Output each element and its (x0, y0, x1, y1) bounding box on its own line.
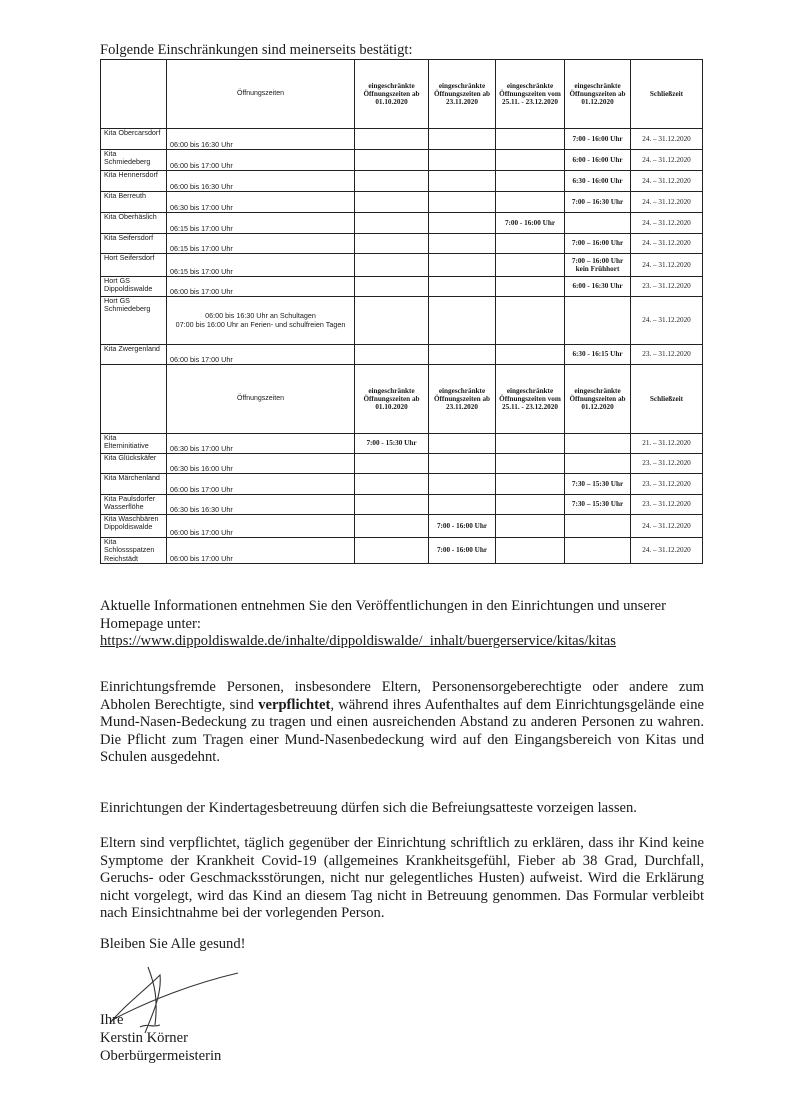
signatory-title: Oberbürgermeisterin (100, 1048, 222, 1064)
closing-period-cell: 23. – 31.12.2020 (631, 454, 703, 474)
opening-hours-cell: 06:30 bis 17:00 Uhr (167, 192, 355, 213)
closing-ihre: Ihre (100, 1012, 124, 1028)
homepage-link[interactable]: https://www.dippoldiswalde.de/inhalte/dippoldiswalde/_inhalt/buergerservice/kitas/kitas (100, 633, 616, 649)
restricted-hours-cell (355, 171, 429, 192)
opening-hours-cell: 06:00 bis 17:00 Uhr (167, 277, 355, 297)
restricted-hours-cell: 7:30 – 15:30 Uhr (565, 495, 631, 515)
restricted-hours-cell (355, 345, 429, 365)
table-row (101, 297, 703, 345)
restricted-hours-cell (429, 434, 496, 454)
opening-hours-table (100, 59, 703, 564)
restricted-hours-cell (565, 297, 631, 345)
restricted-hours-cell (429, 345, 496, 365)
opening-hours-cell: 06:30 bis 17:00 Uhr (167, 434, 355, 454)
header-cell: Öffnungszeiten (167, 60, 355, 129)
restricted-hours-cell (355, 129, 429, 150)
closing-period-cell: 24. – 31.12.2020 (631, 234, 703, 254)
header-blank-cell (101, 365, 167, 434)
restricted-hours-cell (496, 495, 565, 515)
header-cell: eingeschränkte Öffnungszeiten vom 25.11. - 23.12.2020 (496, 365, 565, 434)
restricted-hours-cell (496, 171, 565, 192)
opening-hours-cell: 06:00 bis 17:00 Uhr (167, 515, 355, 538)
restricted-hours-cell (429, 297, 496, 345)
restricted-hours-cell (429, 150, 496, 171)
restricted-hours-cell (355, 254, 429, 277)
facility-name-cell: Kita Seifersdorf (101, 234, 167, 254)
table-row (101, 234, 703, 254)
restricted-hours-cell: 7:00 - 16:00 Uhr (429, 515, 496, 538)
restricted-hours-cell (496, 434, 565, 454)
restricted-hours-cell (429, 171, 496, 192)
table-row (101, 129, 703, 150)
restricted-hours-cell (429, 454, 496, 474)
table-row (101, 434, 703, 454)
closing-period-cell: 24. – 31.12.2020 (631, 129, 703, 150)
restricted-hours-cell (496, 129, 565, 150)
signatory-name: Kerstin Körner (100, 1030, 188, 1046)
table-row (101, 515, 703, 538)
table-header-row (101, 365, 703, 434)
restricted-hours-cell (496, 254, 565, 277)
facility-name-cell: Kita Märchenland (101, 474, 167, 495)
opening-hours-cell: 06:00 bis 17:00 Uhr (167, 345, 355, 365)
restricted-hours-cell (565, 454, 631, 474)
table-header-row (101, 60, 703, 129)
restricted-hours-cell (429, 213, 496, 234)
restricted-hours-cell: 6:00 - 16:30 Uhr (565, 277, 631, 297)
facility-name-cell: Kita Waschbären Dippoldiswalde (101, 515, 167, 538)
closing-period-cell: 24. – 31.12.2020 (631, 515, 703, 538)
restricted-hours-cell (496, 277, 565, 297)
restricted-hours-cell: 7:00 – 16:00 Uhr (565, 234, 631, 254)
restricted-hours-cell (355, 538, 429, 564)
restricted-hours-cell (355, 515, 429, 538)
restricted-hours-cell (496, 150, 565, 171)
facility-name-cell: Hort Seifersdorf (101, 254, 167, 277)
mask-text-after: , während ihres Aufenthaltes auf dem Einrichtungsgelände eine Mund-Nasen-Bedeckung zu tragen und einen ausreichenden Abstand zu anderen Personen zu wahren. Die Pflicht zum Tragen einer Mund-Nasenbedeckung wird auf den Eingangsbereich von Kitas und Schulen ausgedehnt. (100, 696, 704, 765)
heading: Folgende Einschränkungen sind meinerseits bestätigt: (100, 42, 413, 58)
facility-name-cell: Hort GS Schmiedeberg (101, 297, 167, 345)
table-row (101, 254, 703, 277)
restricted-hours-cell: 7:00 - 16:00 Uhr (565, 129, 631, 150)
closing-period-cell: 24. – 31.12.2020 (631, 192, 703, 213)
table-row (101, 213, 703, 234)
opening-hours-cell: 06:15 bis 17:00 Uhr (167, 213, 355, 234)
table-row (101, 474, 703, 495)
opening-hours-cell: 06:00 bis 17:00 Uhr (167, 538, 355, 564)
restricted-hours-cell (429, 495, 496, 515)
opening-hours-cell: 06:00 bis 16:30 Uhr (167, 129, 355, 150)
header-cell: eingeschränkte Öffnungszeiten vom 25.11. - 23.12.2020 (496, 60, 565, 129)
closing-period-cell: 24. – 31.12.2020 (631, 171, 703, 192)
facility-name-cell: Kita Glückskäfer (101, 454, 167, 474)
facility-name-cell: Kita Obercarsdorf (101, 129, 167, 150)
header-cell: Schließzeit (631, 365, 703, 434)
table-row (101, 454, 703, 474)
closing-period-cell: 21. – 31.12.2020 (631, 434, 703, 454)
header-cell: eingeschränkte Öffnungszeiten ab 23.11.2020 (429, 365, 496, 434)
table-row (101, 538, 703, 564)
header-cell: eingeschränkte Öffnungszeiten ab 01.10.2020 (355, 60, 429, 129)
restricted-hours-cell (496, 192, 565, 213)
restricted-hours-cell (565, 538, 631, 564)
restricted-hours-cell (429, 474, 496, 495)
restricted-hours-cell (565, 434, 631, 454)
restricted-hours-cell (565, 515, 631, 538)
restricted-hours-cell (355, 297, 429, 345)
mask-text-before: Einrichtungsfremde Personen, insbesondere Eltern, Personensorgeberechtigte oder andere zum Abholen Berechtigte, sind (100, 679, 704, 713)
closing-period-cell: 24. – 31.12.2020 (631, 538, 703, 564)
opening-hours-cell: 06:15 bis 17:00 Uhr (167, 254, 355, 277)
opening-hours-cell: 06:00 bis 17:00 Uhr (167, 474, 355, 495)
info-paragraph (100, 598, 704, 651)
closing-period-cell: 23. – 31.12.2020 (631, 474, 703, 495)
closing-period-cell: 23. – 31.12.2020 (631, 277, 703, 297)
restricted-hours-cell: 7:00 - 16:00 Uhr (496, 213, 565, 234)
restricted-hours-cell: 7:00 – 16:00 Uhr kein Frühhort (565, 254, 631, 277)
restricted-hours-cell: 7:30 – 15:30 Uhr (565, 474, 631, 495)
restricted-hours-cell: 6:30 - 16:00 Uhr (565, 171, 631, 192)
symptoms-paragraph: Eltern sind verpflichtet, täglich gegenüber der Einrichtung schriftlich zu erklären, dass ihr Kind keine Symptome der Krankheit Covid-19 (allgemeines Krankheitsgefühl, Fieber ab 38 Grad, Durchfall, Geruchs- oder Geschmacksstörungen, nicht nur gelegentliches Husten) aufweist. Wird die Erklärung nicht vorgelegt, wird das Kind an diesem Tag nicht in Betreuung genommen. Das Formular verbleibt nach Einsichtnahme bei der vorlegenden Person. (100, 835, 704, 921)
table-row (101, 345, 703, 365)
opening-hours-cell: 06:00 bis 16:30 Uhr an Schultagen 07:00 bis 16:00 Uhr an Ferien- und schulfreien Tagen (167, 297, 355, 345)
info-text: Aktuelle Informationen entnehmen Sie den Veröffentlichungen in den Einrichtungen und unserer Homepage unter: (100, 598, 667, 632)
table-row (101, 495, 703, 515)
table-row (101, 171, 703, 192)
header-cell: eingeschränkte Öffnungszeiten ab 23.11.2020 (429, 60, 496, 129)
restricted-hours-cell: 6:30 - 16:15 Uhr (565, 345, 631, 365)
restricted-hours-cell: 7:00 - 15:30 Uhr (355, 434, 429, 454)
restricted-hours-cell (429, 254, 496, 277)
restricted-hours-cell (496, 474, 565, 495)
restricted-hours-cell (496, 234, 565, 254)
restricted-hours-cell (355, 213, 429, 234)
header-cell: eingeschränkte Öffnungszeiten ab 01.12.2020 (565, 365, 631, 434)
restricted-hours-cell (496, 538, 565, 564)
restricted-hours-cell (355, 277, 429, 297)
closing-period-cell: 23. – 31.12.2020 (631, 495, 703, 515)
header-blank-cell (101, 60, 167, 129)
restricted-hours-cell (429, 234, 496, 254)
restricted-hours-cell (496, 454, 565, 474)
facility-name-cell: Kita Berreuth (101, 192, 167, 213)
header-cell: eingeschränkte Öffnungszeiten ab 01.12.2020 (565, 60, 631, 129)
opening-hours-cell: 06:15 bis 17:00 Uhr (167, 234, 355, 254)
facility-name-cell: Kita Elterninitiative (101, 434, 167, 454)
facility-name-cell: Kita Schmiedeberg (101, 150, 167, 171)
table-row (101, 192, 703, 213)
facility-name-cell: Kita Paulsdorfer Wasserflöhe (101, 495, 167, 515)
facility-name-cell: Kita Oberhäslich (101, 213, 167, 234)
certificate-paragraph: Einrichtungen der Kindertagesbetreuung dürfen sich die Befreiungsatteste vorzeigen lassen. (100, 800, 637, 816)
restricted-hours-cell (355, 150, 429, 171)
facility-name-cell: Kita Zwergenland (101, 345, 167, 365)
opening-hours-cell: 06:00 bis 16:30 Uhr (167, 171, 355, 192)
opening-hours-cell: 06:30 bis 16:00 Uhr (167, 454, 355, 474)
closing-period-cell: 24. – 31.12.2020 (631, 254, 703, 277)
restricted-hours-cell: 7:00 – 16:30 Uhr (565, 192, 631, 213)
facility-name-cell: Kita Hennersdorf (101, 171, 167, 192)
closing-period-cell: 24. – 31.12.2020 (631, 213, 703, 234)
closing-period-cell: 24. – 31.12.2020 (631, 297, 703, 345)
restricted-hours-cell (496, 345, 565, 365)
restricted-hours-cell: 7:00 - 16:00 Uhr (429, 538, 496, 564)
closing-period-cell: 24. – 31.12.2020 (631, 150, 703, 171)
restricted-hours-cell (355, 454, 429, 474)
facility-name-cell: Kita Schlossspatzen Reichstädt (101, 538, 167, 564)
opening-hours-cell: 06:00 bis 17:00 Uhr (167, 150, 355, 171)
closing-period-cell: 23. – 31.12.2020 (631, 345, 703, 365)
greeting: Bleiben Sie Alle gesund! (100, 936, 246, 952)
restricted-hours-cell (496, 515, 565, 538)
restricted-hours-cell (355, 495, 429, 515)
restricted-hours-cell (355, 474, 429, 495)
header-cell: eingeschränkte Öffnungszeiten ab 01.10.2020 (355, 365, 429, 434)
header-cell: Öffnungszeiten (167, 365, 355, 434)
restricted-hours-cell (355, 192, 429, 213)
restricted-hours-cell (429, 192, 496, 213)
restricted-hours-cell (496, 297, 565, 345)
mask-paragraph (100, 679, 704, 767)
opening-hours-cell: 06:30 bis 16:30 Uhr (167, 495, 355, 515)
header-cell: Schließzeit (631, 60, 703, 129)
restricted-hours-cell (565, 213, 631, 234)
restricted-hours-cell (355, 234, 429, 254)
restricted-hours-cell (429, 129, 496, 150)
facility-name-cell: Hort GS Dippoldiswalde (101, 277, 167, 297)
table-row (101, 150, 703, 171)
table-row (101, 277, 703, 297)
mask-text-bold: verpflichtet (258, 696, 331, 713)
restricted-hours-cell: 6:00 - 16:00 Uhr (565, 150, 631, 171)
restricted-hours-cell (429, 277, 496, 297)
